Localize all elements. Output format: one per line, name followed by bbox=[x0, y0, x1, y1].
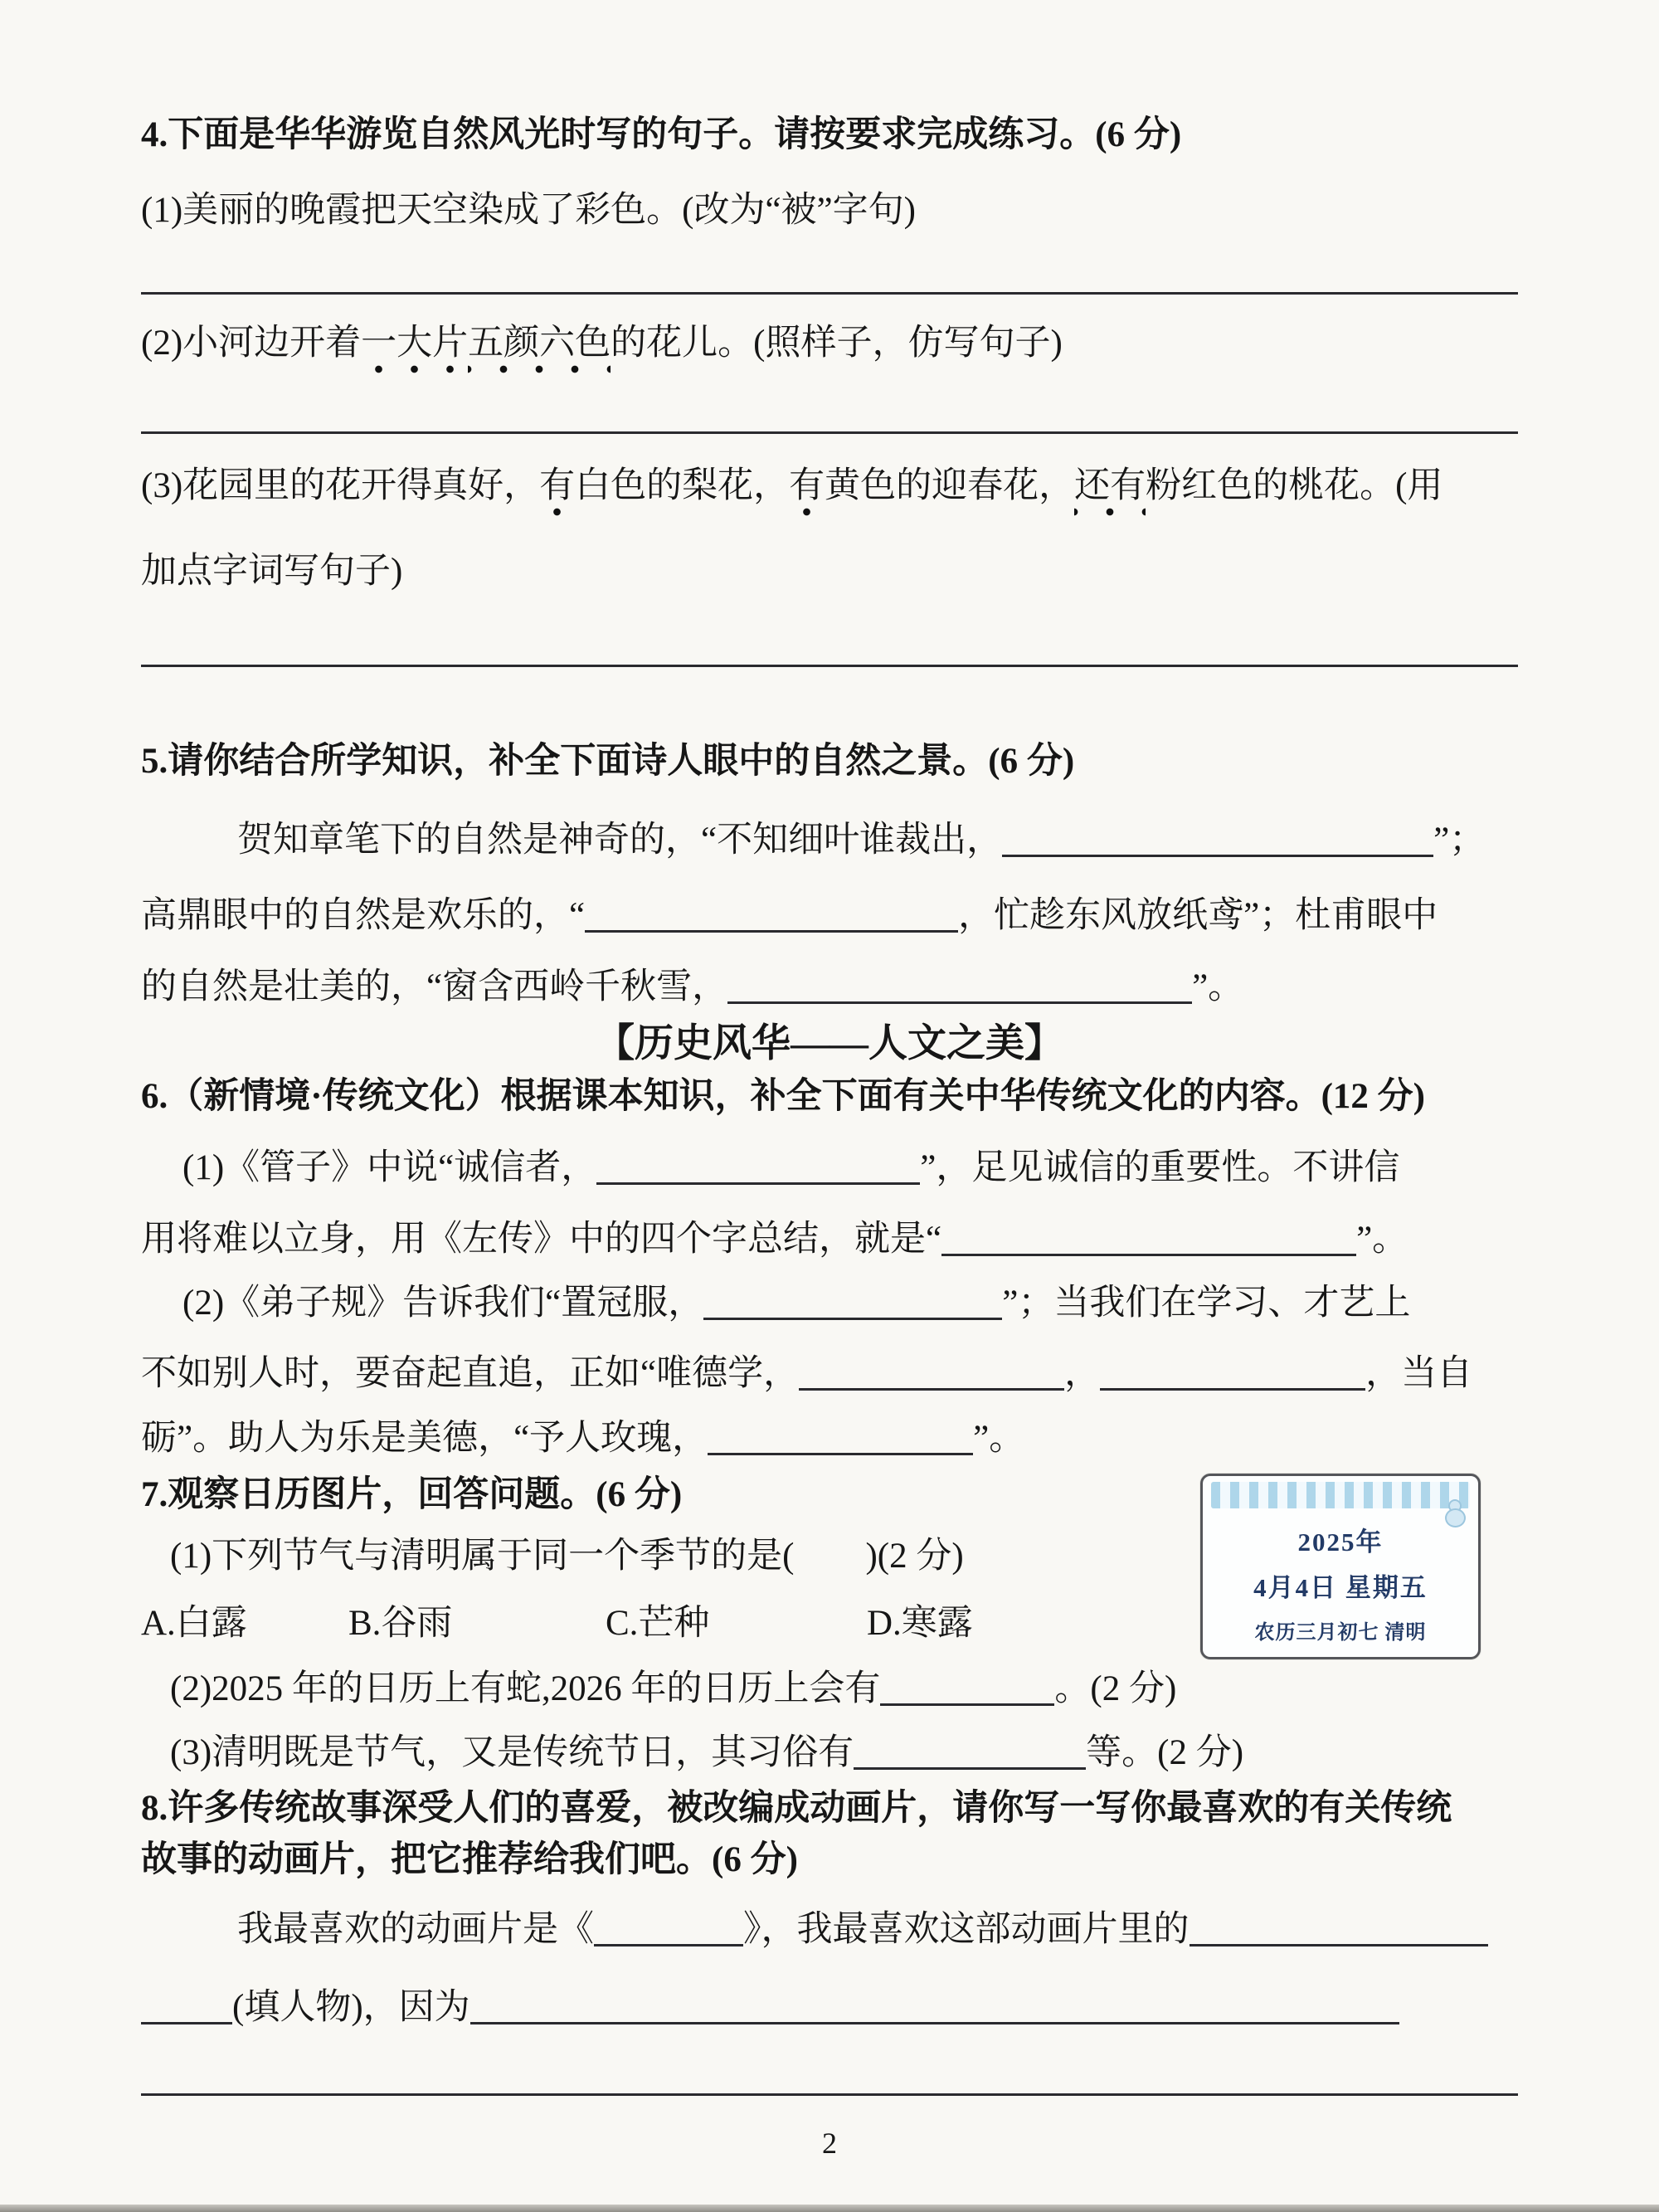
text-segment: 等。(2 分) bbox=[1086, 1733, 1244, 1772]
fill-in-blank bbox=[703, 1310, 1002, 1320]
page-bottom-edge bbox=[0, 2205, 1659, 2212]
fill-in-blank bbox=[141, 2015, 232, 2024]
emphasized-word: 有 bbox=[789, 466, 825, 519]
calendar-year: 2025年 bbox=[1297, 1527, 1384, 1557]
question-7-title: 7.观察日历图片，回答问题。(6 分) bbox=[141, 1475, 683, 1514]
fill-in-blank bbox=[941, 1246, 1356, 1256]
fill-in-blank bbox=[596, 1175, 920, 1185]
q5-line-3 bbox=[141, 962, 1518, 1013]
fill-in-blank bbox=[1100, 1381, 1365, 1391]
fill-in-blank bbox=[854, 1760, 1086, 1770]
text-segment: 用将难以立身，用《左传》中的四个字总结，就是“ bbox=[141, 1220, 942, 1259]
page-number: 2 bbox=[822, 2127, 837, 2160]
text-segment: 。(2 分) bbox=[1054, 1669, 1177, 1708]
text-segment: ”。 bbox=[1356, 1220, 1408, 1259]
option-d: D.寒露 bbox=[867, 1604, 973, 1643]
option-a: A.白露 bbox=[141, 1604, 247, 1643]
text-segment: ，当自 bbox=[1365, 1354, 1473, 1393]
calendar-binding-stripes bbox=[1211, 1482, 1470, 1508]
fill-in-blank bbox=[727, 994, 1192, 1004]
text-segment: ，忙趁东风放纸鸢”；杜甫眼中 bbox=[958, 896, 1438, 935]
text-segment: 砺”。助人为乐是美德，“予人玫瑰， bbox=[141, 1419, 708, 1458]
fill-in-blank bbox=[585, 923, 958, 933]
text-segment: 的自然是壮美的，“窗含西岭千秋雪， bbox=[141, 967, 728, 1006]
emphasized-word: 一大片 bbox=[361, 324, 468, 376]
calendar-image bbox=[1200, 1474, 1481, 1659]
text-segment: ”。 bbox=[973, 1419, 1025, 1458]
q4-item-1: (1)美丽的晚霞把天空染成了彩色。(改为“被”字句) bbox=[141, 191, 916, 230]
q6-line-3 bbox=[141, 1278, 1518, 1329]
calendar-date: 4月4日 星期五 bbox=[1253, 1573, 1428, 1602]
option-c: C.芒种 bbox=[606, 1604, 710, 1643]
q6-line-2 bbox=[141, 1214, 1518, 1265]
text-segment: (3)清明既是节气，又是传统节日，其习俗有 bbox=[170, 1733, 854, 1772]
fill-in-blank bbox=[1190, 1937, 1488, 1946]
text-segment: 黄色的迎春花， bbox=[825, 466, 1075, 505]
question-4-title: 4.下面是华华游览自然风光时写的句子。请按要求完成练习。(6 分) bbox=[141, 115, 1182, 154]
fill-in-blank bbox=[470, 2015, 1399, 2024]
q8-body-line-2 bbox=[141, 1982, 1518, 2034]
text-segment: 高鼎眼中的自然是欢乐的，“ bbox=[141, 896, 586, 935]
q6-line-1 bbox=[141, 1143, 1518, 1194]
text-segment: (3)花园里的花开得真好， bbox=[141, 466, 540, 505]
text-segment: ”，足见诚信的重要性。不讲信 bbox=[920, 1148, 1400, 1187]
text-segment: ”； bbox=[1433, 821, 1486, 860]
q8-body-line-1 bbox=[141, 1904, 1518, 1956]
q6-line-5 bbox=[141, 1413, 1518, 1464]
emphasized-word: 还有 bbox=[1074, 466, 1146, 519]
text-segment: (2)小河边开着 bbox=[141, 324, 362, 363]
text-segment: ”；当我们在学习、才艺上 bbox=[1002, 1284, 1411, 1323]
text-segment: (填人物)，因为 bbox=[232, 1988, 470, 2027]
text-segment: 白色的梨花， bbox=[575, 466, 790, 505]
fill-in-blank bbox=[594, 1937, 743, 1946]
text-segment: 贺知章笔下的自然是神奇的，“不知细叶谁裁出， bbox=[237, 821, 1003, 860]
text-segment: ”。 bbox=[1192, 967, 1244, 1006]
text-segment: ， bbox=[1064, 1354, 1101, 1393]
text-segment: 粉红色的桃花。(用 bbox=[1146, 466, 1443, 505]
answer-writing-line bbox=[141, 665, 1518, 667]
q7-item-2 bbox=[141, 1664, 1518, 1715]
answer-writing-line bbox=[141, 2093, 1518, 2096]
calendar-lunar-date: 农历三月初七 清明 bbox=[1254, 1622, 1427, 1644]
q6-line-4 bbox=[141, 1348, 1518, 1400]
fill-in-blank bbox=[708, 1445, 973, 1455]
q4-item-3-line-2: 加点字词写句子) bbox=[141, 552, 403, 591]
text-segment: (2)《弟子规》告诉我们“置冠服， bbox=[182, 1284, 704, 1323]
text-segment: 不如别人时，要奋起直追，正如“唯德学， bbox=[141, 1354, 800, 1393]
q4-item-2 bbox=[141, 318, 1518, 369]
q7-item-3 bbox=[141, 1727, 1518, 1779]
text-segment: (1)《管子》中说“诚信者， bbox=[182, 1148, 597, 1187]
answer-writing-line bbox=[141, 431, 1518, 434]
text-segment: 我最喜欢的动画片是《 bbox=[237, 1910, 594, 1949]
question-8-title-line-1: 8.许多传统故事深受人们的喜爱，被改编成动画片，请你写一写你最喜欢的有关传统 bbox=[141, 1789, 1452, 1828]
text-segment: (2)2025 年的日历上有蛇,2026 年的日历上会有 bbox=[170, 1669, 881, 1708]
q5-line-2 bbox=[141, 890, 1518, 942]
q5-line-1 bbox=[141, 815, 1518, 866]
q4-item-3-line-1 bbox=[141, 460, 1518, 512]
fill-in-blank bbox=[1002, 847, 1433, 857]
question-8-title-line-2: 故事的动画片，把它推荐给我们吧。(6 分) bbox=[141, 1840, 798, 1879]
emphasized-word: 五颜六色 bbox=[468, 324, 611, 376]
fill-in-blank bbox=[799, 1381, 1064, 1391]
text-segment: 的花儿。(照样子，仿写句子) bbox=[611, 324, 1063, 363]
text-segment: 》，我最喜欢这部动画片里的 bbox=[743, 1910, 1190, 1949]
question-6-title: 6.（新情境·传统文化）根据课本知识，补全下面有关中华传统文化的内容。(12 分) bbox=[141, 1077, 1425, 1116]
question-5-title: 5.请你结合所学知识，补全下面诗人眼中的自然之景。(6 分) bbox=[141, 742, 1075, 781]
section-header: 【历史风华——人文之美】 bbox=[596, 1022, 1063, 1065]
calendar-text bbox=[1203, 1514, 1478, 1644]
answer-writing-line bbox=[141, 292, 1518, 295]
option-b: B.谷雨 bbox=[348, 1604, 453, 1643]
fill-in-blank bbox=[880, 1696, 1054, 1706]
emphasized-word: 有 bbox=[539, 466, 575, 519]
q7-item-1: (1)下列节气与清明属于同一个季节的是( )(2 分) bbox=[170, 1537, 964, 1576]
